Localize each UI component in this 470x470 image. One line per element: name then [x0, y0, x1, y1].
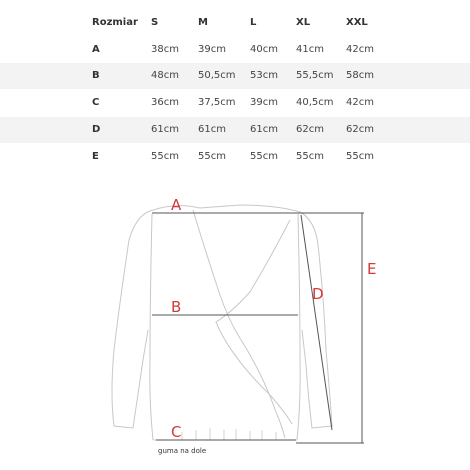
garment-left-side: [150, 214, 153, 440]
garment-left-sleeve: [112, 211, 150, 428]
hem-footnote: guma na dole: [158, 447, 207, 455]
table-cell: 41cm: [296, 44, 324, 55]
row-label: D: [92, 124, 101, 135]
garment-outline: [112, 205, 332, 440]
row-label: E: [92, 151, 99, 162]
header-cell-m: M: [198, 17, 208, 28]
measurement-lines: [152, 213, 364, 443]
header-cell-xxl: XXL: [346, 17, 368, 28]
table-cell: 61cm: [151, 124, 179, 135]
table-cell: 61cm: [198, 124, 226, 135]
garment-ribbing: [182, 428, 276, 440]
table-cell: 48cm: [151, 70, 179, 81]
measure-d-line: [301, 215, 332, 430]
table-cell: 55cm: [346, 151, 374, 162]
table-cell: 62cm: [346, 124, 374, 135]
table-cell: 42cm: [346, 97, 374, 108]
table-cell: 58cm: [346, 70, 374, 81]
row-label: B: [92, 70, 100, 81]
garment-right-side: [297, 214, 300, 440]
measure-c-label: C: [171, 423, 182, 441]
garment-wrap-front-inner: [216, 220, 292, 424]
header-cell-size: Rozmiar: [92, 17, 138, 28]
table-cell: 55cm: [250, 151, 278, 162]
table-cell: 36cm: [151, 97, 179, 108]
row-label: C: [92, 97, 100, 108]
table-cell: 62cm: [296, 124, 324, 135]
measure-d-label: D: [312, 285, 324, 303]
table-cell: 50,5cm: [198, 70, 236, 81]
measure-a-label: A: [171, 196, 182, 214]
row-label: A: [92, 44, 100, 55]
garment-wrap-front: [193, 210, 285, 438]
table-cell: 55cm: [296, 151, 324, 162]
table-cell: 55,5cm: [296, 70, 334, 81]
measure-b-label: B: [171, 298, 182, 316]
table-cell: 53cm: [250, 70, 278, 81]
table-cell: 39cm: [250, 97, 278, 108]
header-cell-l: L: [250, 17, 257, 28]
header-cell-xl: XL: [296, 17, 311, 28]
header-cell-s: S: [151, 17, 159, 28]
table-cell: 38cm: [151, 44, 179, 55]
measure-e-label: E: [367, 260, 377, 278]
table-cell: 42cm: [346, 44, 374, 55]
table-cell: 39cm: [198, 44, 226, 55]
table-cell: 55cm: [151, 151, 179, 162]
table-cell: 40cm: [250, 44, 278, 55]
table-cell: 37,5cm: [198, 97, 236, 108]
table-cell: 55cm: [198, 151, 226, 162]
table-cell: 61cm: [250, 124, 278, 135]
table-cell: 40,5cm: [296, 97, 334, 108]
